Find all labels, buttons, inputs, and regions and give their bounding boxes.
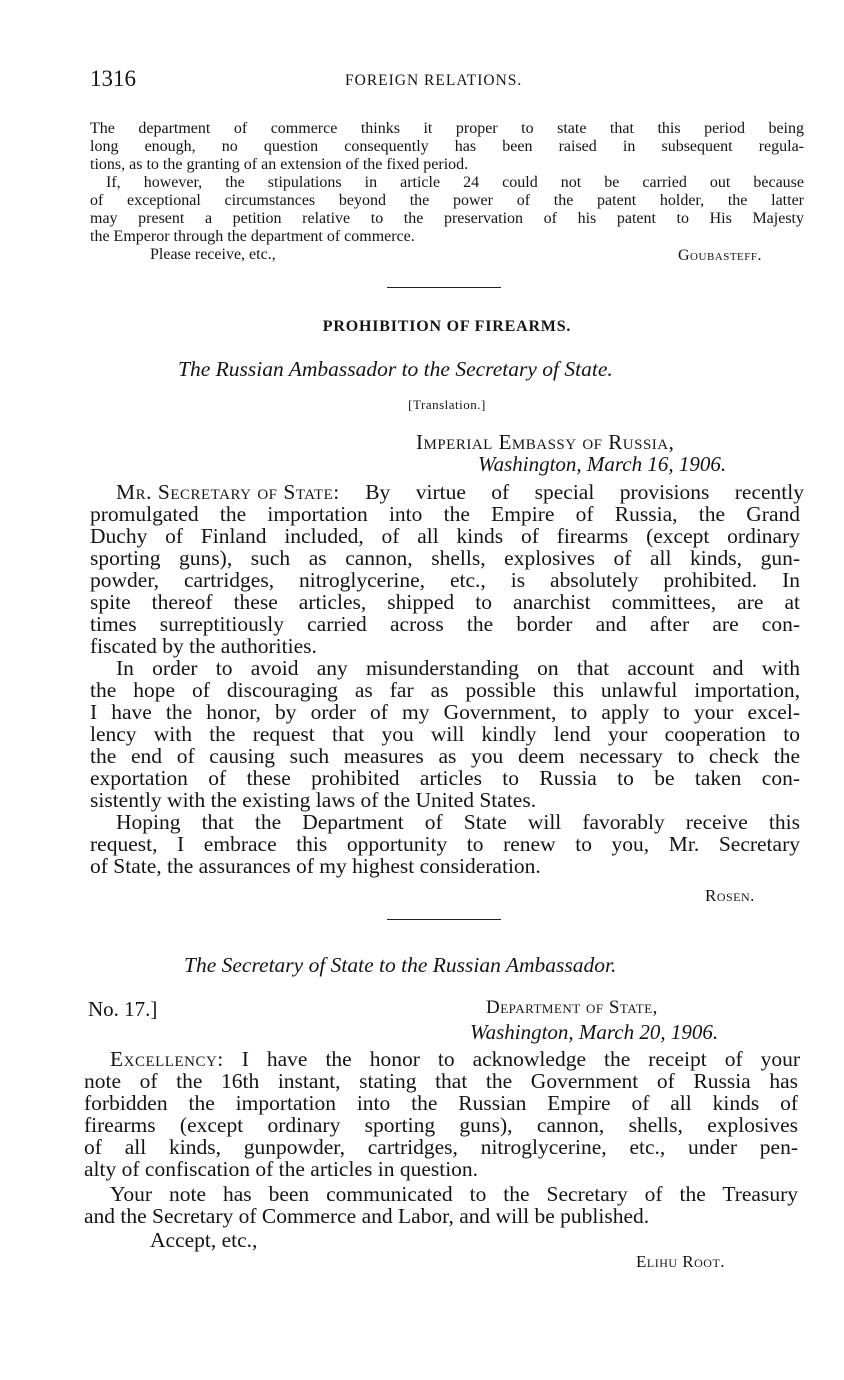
body-line: I have the honor to acknowledge the receipt of your bbox=[223, 1047, 800, 1071]
body-line: Duchy of Finland included, of all kinds of firearms (except ordinary bbox=[90, 524, 800, 548]
salutation: Excellency: bbox=[110, 1047, 224, 1071]
letter-date: Washington, March 16, 1906. bbox=[478, 452, 727, 476]
body-line: sporting guns), such as cannon, shells, explosives of all kinds, gun- bbox=[90, 546, 800, 570]
letter-heading: The Russian Ambassador to the Secretary of State. bbox=[178, 357, 613, 381]
divider-rule bbox=[387, 287, 501, 288]
body-line: the hope of discouraging as far as possible this unlawful importation, bbox=[90, 678, 800, 702]
letter-place: Imperial Embassy of Russia, bbox=[416, 430, 675, 454]
body-line: Your note has been communicated to the Secretary of the Treasury bbox=[110, 1182, 798, 1206]
intro-line: The department of commerce thinks it proper to state that this period being bbox=[90, 120, 804, 137]
body-line: of State, the assurances of my highest consideration. bbox=[90, 854, 541, 878]
translation-note: [Translation.] bbox=[408, 397, 486, 412]
letter-number: No. 17.] bbox=[88, 997, 158, 1021]
intro-closing: Please receive, etc., bbox=[150, 246, 276, 263]
intro-line: may present a petition relative to the preservation of his patent to His Majesty bbox=[90, 210, 804, 227]
intro-line: of exceptional circumstances beyond the power of the patent holder, the latter bbox=[90, 192, 804, 209]
divider-rule bbox=[387, 919, 501, 920]
letter-date: Washington, March 20, 1906. bbox=[470, 1020, 719, 1044]
body-line: spite thereof these articles, shipped to anarchist committees, are at bbox=[90, 590, 800, 614]
letter-first-line bbox=[110, 1048, 800, 1070]
body-line: the end of causing such measures as you deem necessary to check the bbox=[90, 744, 800, 768]
intro-signature: Goubasteff. bbox=[678, 247, 763, 264]
body-line: By virtue of special provisions recently bbox=[339, 480, 804, 504]
body-line: sistently with the existing laws of the United States. bbox=[90, 788, 537, 812]
running-title: FOREIGN RELATIONS. bbox=[345, 72, 523, 89]
body-line: lency with the request that you will kindly lend your cooperation to bbox=[90, 722, 800, 746]
body-line: firearms (except ordinary sporting guns), cannon, shells, explosives bbox=[84, 1113, 798, 1137]
letter-closing: Accept, etc., bbox=[150, 1228, 258, 1252]
section-title: PROHIBITION OF FIREARMS. bbox=[322, 318, 572, 335]
letter-heading: The Secretary of State to the Russian Ambassador. bbox=[184, 953, 617, 977]
body-line: promulgated the importation into the Empire of Russia, the Grand bbox=[90, 502, 800, 526]
intro-line: the Emperor through the department of commerce. bbox=[90, 228, 415, 245]
body-line: I have the honor, by order of my Government, to apply to your excel- bbox=[90, 700, 800, 724]
body-line: Hoping that the Department of State will favorably receive this bbox=[116, 810, 800, 834]
body-line: note of the 16th instant, stating that the Government of Russia has bbox=[84, 1069, 798, 1093]
letter-place: Department of State, bbox=[486, 997, 658, 1018]
body-line: forbidden the importation into the Russian Empire of all kinds of bbox=[84, 1091, 798, 1115]
intro-line: tions, as to the granting of an extension of the fixed period. bbox=[90, 156, 469, 173]
intro-line: long enough, no question consequently has been raised in subsequent regula- bbox=[90, 138, 804, 155]
page-number: 1316 bbox=[90, 66, 136, 91]
body-line: In order to avoid any misunderstanding on that account and with bbox=[116, 656, 800, 680]
body-line: request, I embrace this opportunity to renew to you, Mr. Secretary bbox=[90, 832, 800, 856]
letter-first-line bbox=[116, 481, 804, 503]
letter-signature: Elihu Root. bbox=[636, 1252, 726, 1271]
body-line: fiscated by the authorities. bbox=[90, 634, 317, 658]
intro-line: If, however, the stipulations in article 24 could not be carried out because bbox=[106, 174, 804, 191]
body-line: exportation of these prohibited articles to Russia to be taken con- bbox=[90, 766, 800, 790]
body-line: of all kinds, gunpowder, cartridges, nitroglycerine, etc., under pen- bbox=[84, 1135, 798, 1159]
body-line: times surreptitiously carried across the border and after are con- bbox=[90, 612, 800, 636]
body-line: and the Secretary of Commerce and Labor, and will be published. bbox=[84, 1204, 650, 1228]
letter-signature: Rosen. bbox=[705, 886, 755, 905]
body-line: alty of confiscation of the articles in question. bbox=[84, 1157, 479, 1181]
body-line: powder, cartridges, nitroglycerine, etc., is absolutely prohibited. In bbox=[90, 568, 800, 592]
salutation: Mr. Secretary of State: bbox=[116, 480, 340, 504]
